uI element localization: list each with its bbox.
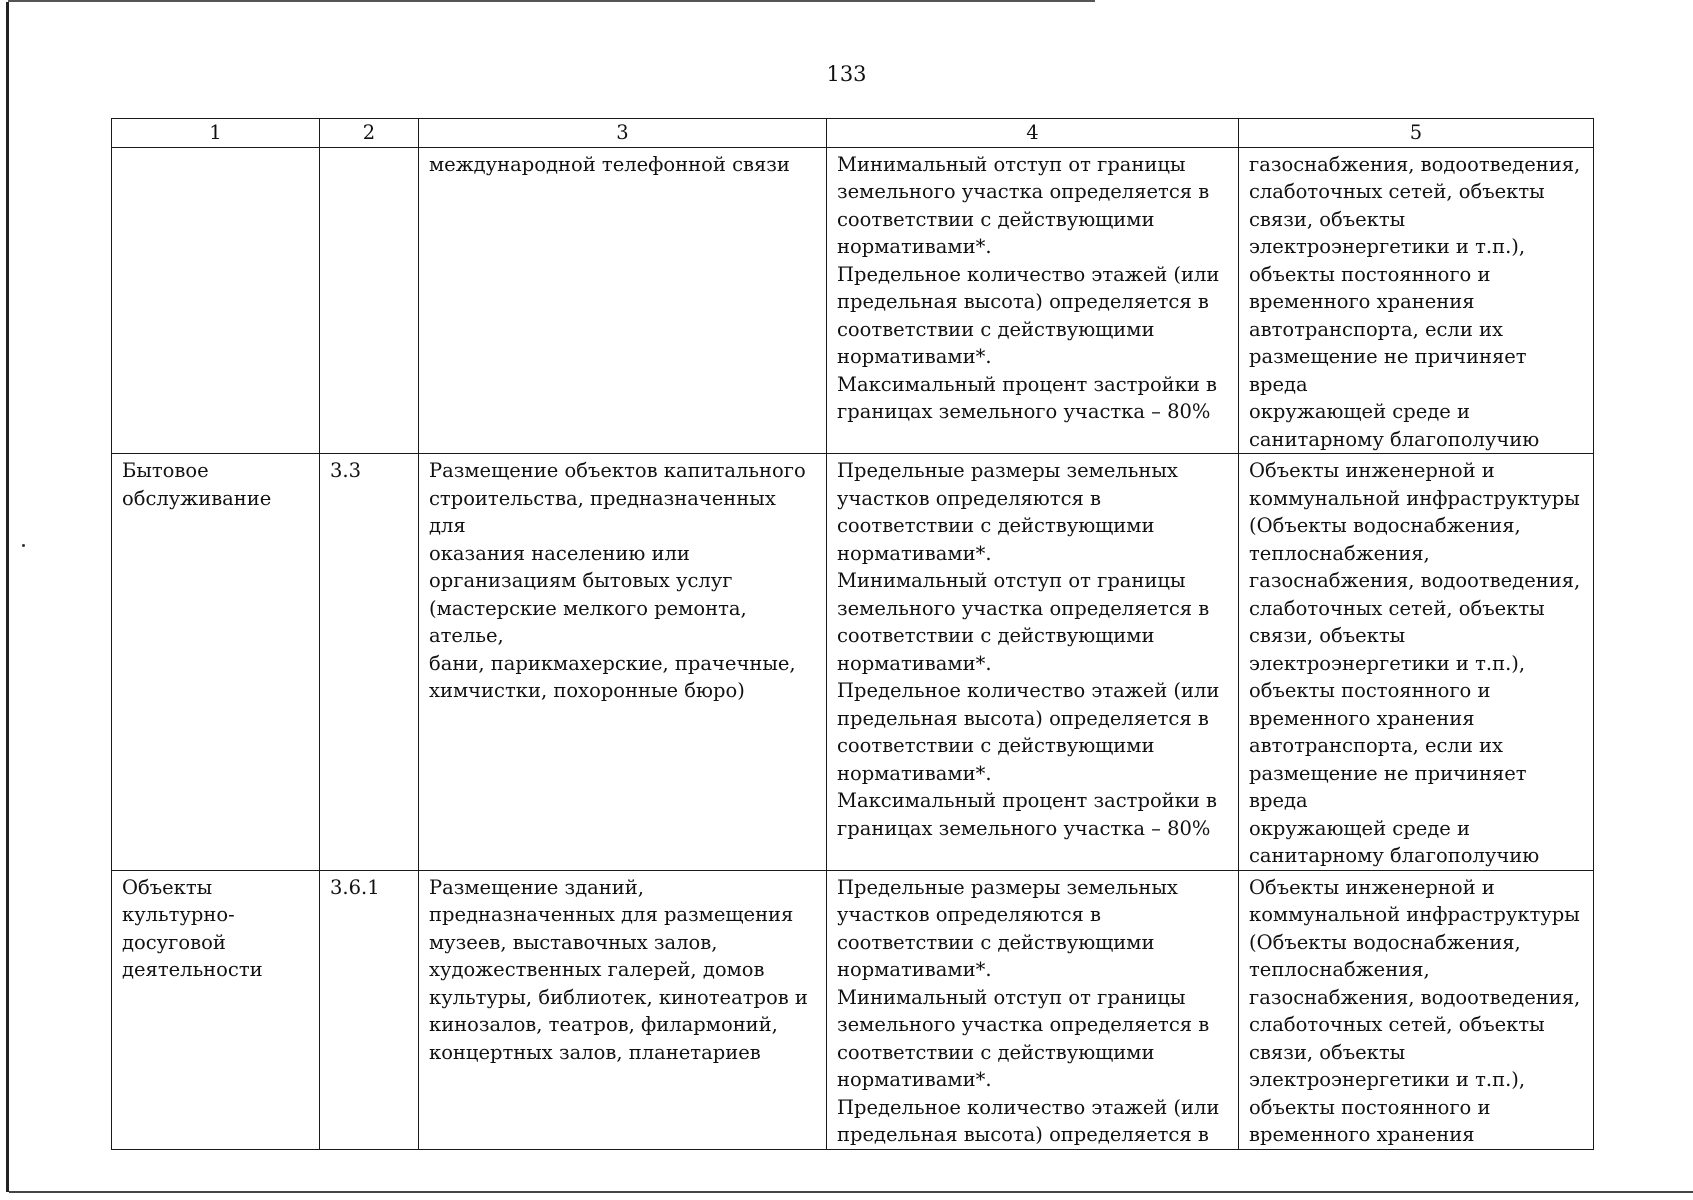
land-use-table (111, 118, 1594, 1150)
column-header: 2 (320, 119, 419, 148)
scan-edge-bottom (9, 1191, 1693, 1193)
use-code-cell (320, 147, 419, 454)
use-description-cell: Размещение зданий, предназначенных для размещения музеев, выставочных залов, художественных галерей, домов культуры, библиотек, кинотеатров и кинозалов, театров, филармоний, концертных залов, планетариев (419, 870, 827, 1149)
use-description-cell: Размещение объектов капитального строительства, предназначенных для оказания населению или организациям бытовых услуг (мастерские мелкого ремонта, ателье, бани, парикмахерские, прачечные, химчистки, похоронные бюро) (419, 454, 827, 871)
scan-edge-left (6, 2, 9, 1192)
column-header: 4 (827, 119, 1239, 148)
scan-edge-top (8, 0, 1095, 2)
use-name-cell: Объекты культурно- досуговой деятельности (112, 870, 320, 1149)
table-row (112, 454, 1594, 871)
use-code-cell: 3.6.1 (320, 870, 419, 1149)
auxiliary-uses-cell: Объекты инженерной и коммунальной инфраструктуры (Объекты водоснабжения, теплоснабжения, газоснабжения, водоотведения, слаботочных сетей, объекты связи, объекты электроэнергетики и т.п.), объекты постоянного и временного хранения (1239, 870, 1594, 1149)
auxiliary-uses-cell: Объекты инженерной и коммунальной инфраструктуры (Объекты водоснабжения, теплоснабжения, газоснабжения, водоотведения, слаботочных сетей, объекты связи, объекты электроэнергетики и т.п.), объекты постоянного и временного хранения автотранспорта, если их размещение не причиняет вреда окружающей среде и санитарному благополучию (1239, 454, 1594, 871)
parameters-cell: Минимальный отступ от границы земельного участка определяется в соответствии с действующими нормативами*. Предельное количество этажей (или предельная высота) определяется в соответствии с действующими нормативами*. Максимальный процент застройки в границах земельного участка – 80% (827, 147, 1239, 454)
parameters-cell: Предельные размеры земельных участков определяются в соответствии с действующими нормативами*. Минимальный отступ от границы земельного участка определяется в соответствии с действующими нормативами*. Предельное количество этажей (или предельная высота) определяется в (827, 870, 1239, 1149)
use-code-cell: 3.3 (320, 454, 419, 871)
scan-speck (22, 544, 25, 547)
column-header: 1 (112, 119, 320, 148)
page-number: 133 (826, 62, 867, 86)
table-row (112, 870, 1594, 1149)
column-header: 5 (1239, 119, 1594, 148)
auxiliary-uses-cell: газоснабжения, водоотведения, слаботочных сетей, объекты связи, объекты электроэнергетики и т.п.), объекты постоянного и временного хранения автотранспорта, если их размещение не причиняет вреда окружающей среде и санитарному благополучию (1239, 147, 1594, 454)
column-header: 3 (419, 119, 827, 148)
use-name-cell (112, 147, 320, 454)
parameters-cell: Предельные размеры земельных участков определяются в соответствии с действующими нормативами*. Минимальный отступ от границы земельного участка определяется в соответствии с действующими нормативами*. Предельное количество этажей (или предельная высота) определяется в соответствии с действующими нормативами*. Максимальный процент застройки в границах земельного участка – 80% (827, 454, 1239, 871)
use-description-cell: международной телефонной связи (419, 147, 827, 454)
column-number-row (112, 119, 1594, 148)
use-name-cell: Бытовое обслуживание (112, 454, 320, 871)
table-row (112, 147, 1594, 454)
